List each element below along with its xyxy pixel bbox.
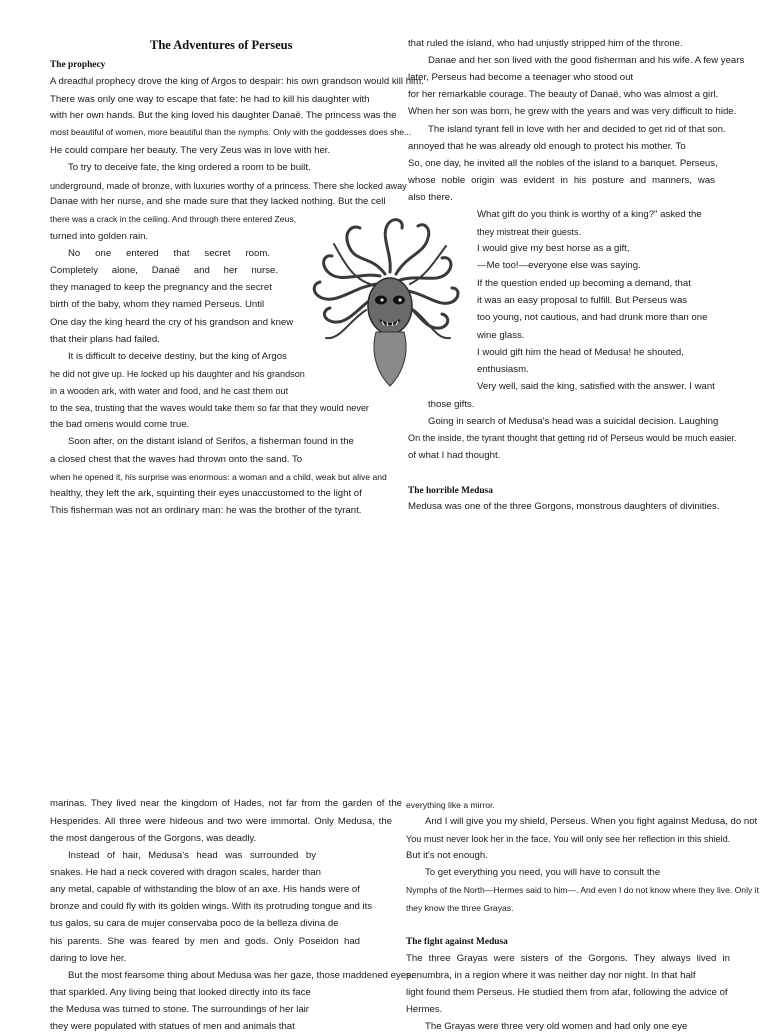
- text-line: On the inside, the tyrant thought that getting rid of Perseus would be much easier.: [408, 433, 737, 443]
- text-line: turned into golden rain.: [50, 231, 149, 242]
- text-line: wine glass.: [477, 330, 525, 341]
- text-line: there was a crack in the ceiling. And through there entered Zeus,: [50, 214, 297, 224]
- text-line: To get everything you need, you will have to consult the: [425, 867, 661, 878]
- text-line: It is difficult to deceive destiny, but the king of Argos: [68, 351, 287, 362]
- text-line: I would gift him the head of Medusa! he shouted,: [477, 347, 684, 358]
- text-line: that ruled the island, who had unjustly stripped him of the throne.: [408, 38, 683, 49]
- text-line: No one entered that secret room.: [68, 248, 270, 259]
- section-heading-prophecy: The prophecy: [50, 60, 106, 70]
- text-line: bronze and could fly with its golden wings. With its protruding tongue and its: [50, 901, 373, 912]
- text-line: most beautiful of women, more beautiful than the nymphs. Only with the goddesses does she...: [50, 127, 412, 137]
- text-line: that sparkled. Any living being that looked directly into its face: [50, 987, 311, 998]
- text-line: they managed to keep the pregnancy and the secret: [50, 282, 272, 293]
- text-line: he did not give up. He locked up his daughter and his grandson: [50, 369, 305, 379]
- text-line: Danae with her nurse, and she made sure that they lacked nothing. But the cell: [50, 196, 386, 207]
- text-line: The three Grayas were sisters of the Gorgons. They always lived in: [406, 953, 730, 964]
- text-line: I would give my best horse as a gift,: [477, 243, 630, 254]
- text-line: healthy, they left the ark, squinting their eyes unaccustomed to the light of: [50, 488, 362, 499]
- text-line: To try to deceive fate, the king ordered a room to be built.: [68, 162, 311, 173]
- text-line: Hesperides. All three were hideous and two were immortal. Only Medusa, the: [50, 816, 392, 827]
- text-line: when he opened it, his surprise was enormous: a woman and a child, weak but alive and: [50, 472, 387, 482]
- text-line: Instead of hair, Medusa's head was surrounded by: [68, 850, 316, 861]
- text-line: with her own hands. But the king loved his daughter Danaë. The princess was the: [50, 110, 397, 121]
- text-line: The Grayas were three very old women and had only one eye: [425, 1021, 688, 1032]
- text-line: A dreadful prophecy drove the king of Argos to despair: his own grandson would kill him.: [50, 76, 424, 87]
- text-line: for her remarkable courage. The beauty of Danaë, who was almost a girl.: [408, 89, 719, 100]
- text-line: to the sea, trusting that the waves would take them so far that they would never: [50, 403, 369, 413]
- text-line: a closed chest that the waves had thrown onto the sand. To: [50, 454, 303, 465]
- text-line: of what I had thought.: [408, 450, 501, 461]
- text-line: Medusa was one of the three Gorgons, monstrous daughters of divinities.: [408, 501, 720, 512]
- text-line: the most dangerous of the Gorgons, was deadly.: [50, 833, 257, 844]
- text-line: daring to love her.: [50, 953, 127, 964]
- text-line: —Me too!—everyone else was saying.: [477, 260, 641, 271]
- text-line: they know the three Grayas.: [406, 903, 514, 913]
- text-line: Hermes.: [406, 1004, 443, 1015]
- text-line: annoyed that he was already old enough to protect his mother. To: [408, 141, 686, 152]
- section-heading-horrible-medusa: The horrible Medusa: [408, 486, 493, 496]
- text-line: birth of the baby, whom they named Perseus. Until: [50, 299, 265, 310]
- text-line: tus galos, su cara de mujer conservaba poco de la belleza divina de: [50, 918, 339, 929]
- text-line: Going in search of Medusa's head was a suicidal decision. Laughing: [428, 416, 719, 427]
- text-line: any metal, capable of withstanding the blow of an axe. His hands were of: [50, 884, 360, 895]
- text-line: snakes. He had a neck covered with dragon scales, harder than: [50, 867, 321, 878]
- text-line: light found them Perseus. He studied them from afar, following the advice of: [406, 987, 728, 998]
- text-line: enthusiasm.: [477, 364, 529, 375]
- text-line: too young, not cautious, and had drunk more than one: [477, 312, 708, 323]
- text-line: that their plans had failed.: [50, 334, 160, 345]
- text-line: So, one day, he invited all the nobles of the island to a banquet. Perseus,: [408, 158, 718, 169]
- text-line: What gift do you think is worthy of a king?" asked the: [477, 209, 702, 220]
- text-line: also there.: [408, 192, 453, 203]
- text-line: You must never look her in the face. You will only see her reflection in this shield.: [406, 834, 731, 844]
- text-line: the Medusa was turned to stone. The surroundings of her lair: [50, 1004, 310, 1015]
- document-title: The Adventures of Perseus: [150, 38, 293, 52]
- text-line: Nymphs of the North—Hermes said to him—. And even I do not know where they live. Only it: [406, 885, 759, 895]
- text-line: Very well, said the king, satisfied with the answer. I want: [477, 381, 715, 392]
- text-line: This fisherman was not an ordinary man: he was the brother of the tyrant.: [50, 505, 362, 516]
- text-line: One day the king heard the cry of his grandson and knew: [50, 317, 294, 328]
- text-line: marinas. They lived near the kingdom of Hades, not far from the garden of the: [50, 798, 402, 809]
- text-line: And I will give you my shield, Perseus. When you fight against Medusa, do not: [425, 816, 758, 827]
- text-line: in a wooden ark, with water and food, and he cast them out: [50, 386, 289, 396]
- text-line: the bad omens would come true.: [50, 419, 190, 430]
- text-line: But it's not enough.: [406, 850, 488, 861]
- text-line: his parents. She was feared by men and gods. Only Poseidon had: [50, 936, 360, 947]
- text-line: The island tyrant fell in love with her and decided to get rid of that son.: [428, 124, 726, 135]
- text-line: later, Perseus had become a teenager who stood out: [408, 72, 634, 83]
- section-heading-fight-against-medusa: The fight against Medusa: [406, 937, 508, 947]
- text-line: underground, made of bronze, with luxuries worthy of a princess. There she locked away: [50, 181, 407, 191]
- text-line: Danae and her son lived with the good fisherman and his wife. A few years: [428, 55, 745, 66]
- text-line: He could compare her beauty. The very Zeus was in love with her.: [50, 145, 331, 156]
- text-line: they mistreat their guests.: [477, 227, 582, 237]
- text-line: everything like a mirror.: [406, 800, 495, 810]
- text-line: they were populated with statues of men and animals that: [50, 1021, 295, 1032]
- medusa-illustration: [300, 214, 470, 390]
- text-line: penumbra, in a region where it was neither day nor night. In that half: [406, 970, 696, 981]
- text-line: whose noble origin was evident in his posture and manners, was: [408, 175, 715, 186]
- text-line: it was an easy proposal to fulfill. But Perseus was: [477, 295, 688, 306]
- text-line: Completely alone, Danaë and her nurse.: [50, 265, 278, 276]
- text-line: Soon after, on the distant island of Serifos, a fisherman found in the: [68, 436, 354, 447]
- text-line: There was only one way to escape that fate: he had to kill his daughter with: [50, 94, 370, 105]
- text-line: If the question ended up becoming a demand, that: [477, 278, 691, 289]
- text-line: those gifts.: [428, 399, 475, 410]
- text-line: But the most fearsome thing about Medusa was her gaze, those maddened eyes.: [68, 970, 414, 981]
- text-line: When her son was born, he grew with the years and was very difficult to hide.: [408, 106, 737, 117]
